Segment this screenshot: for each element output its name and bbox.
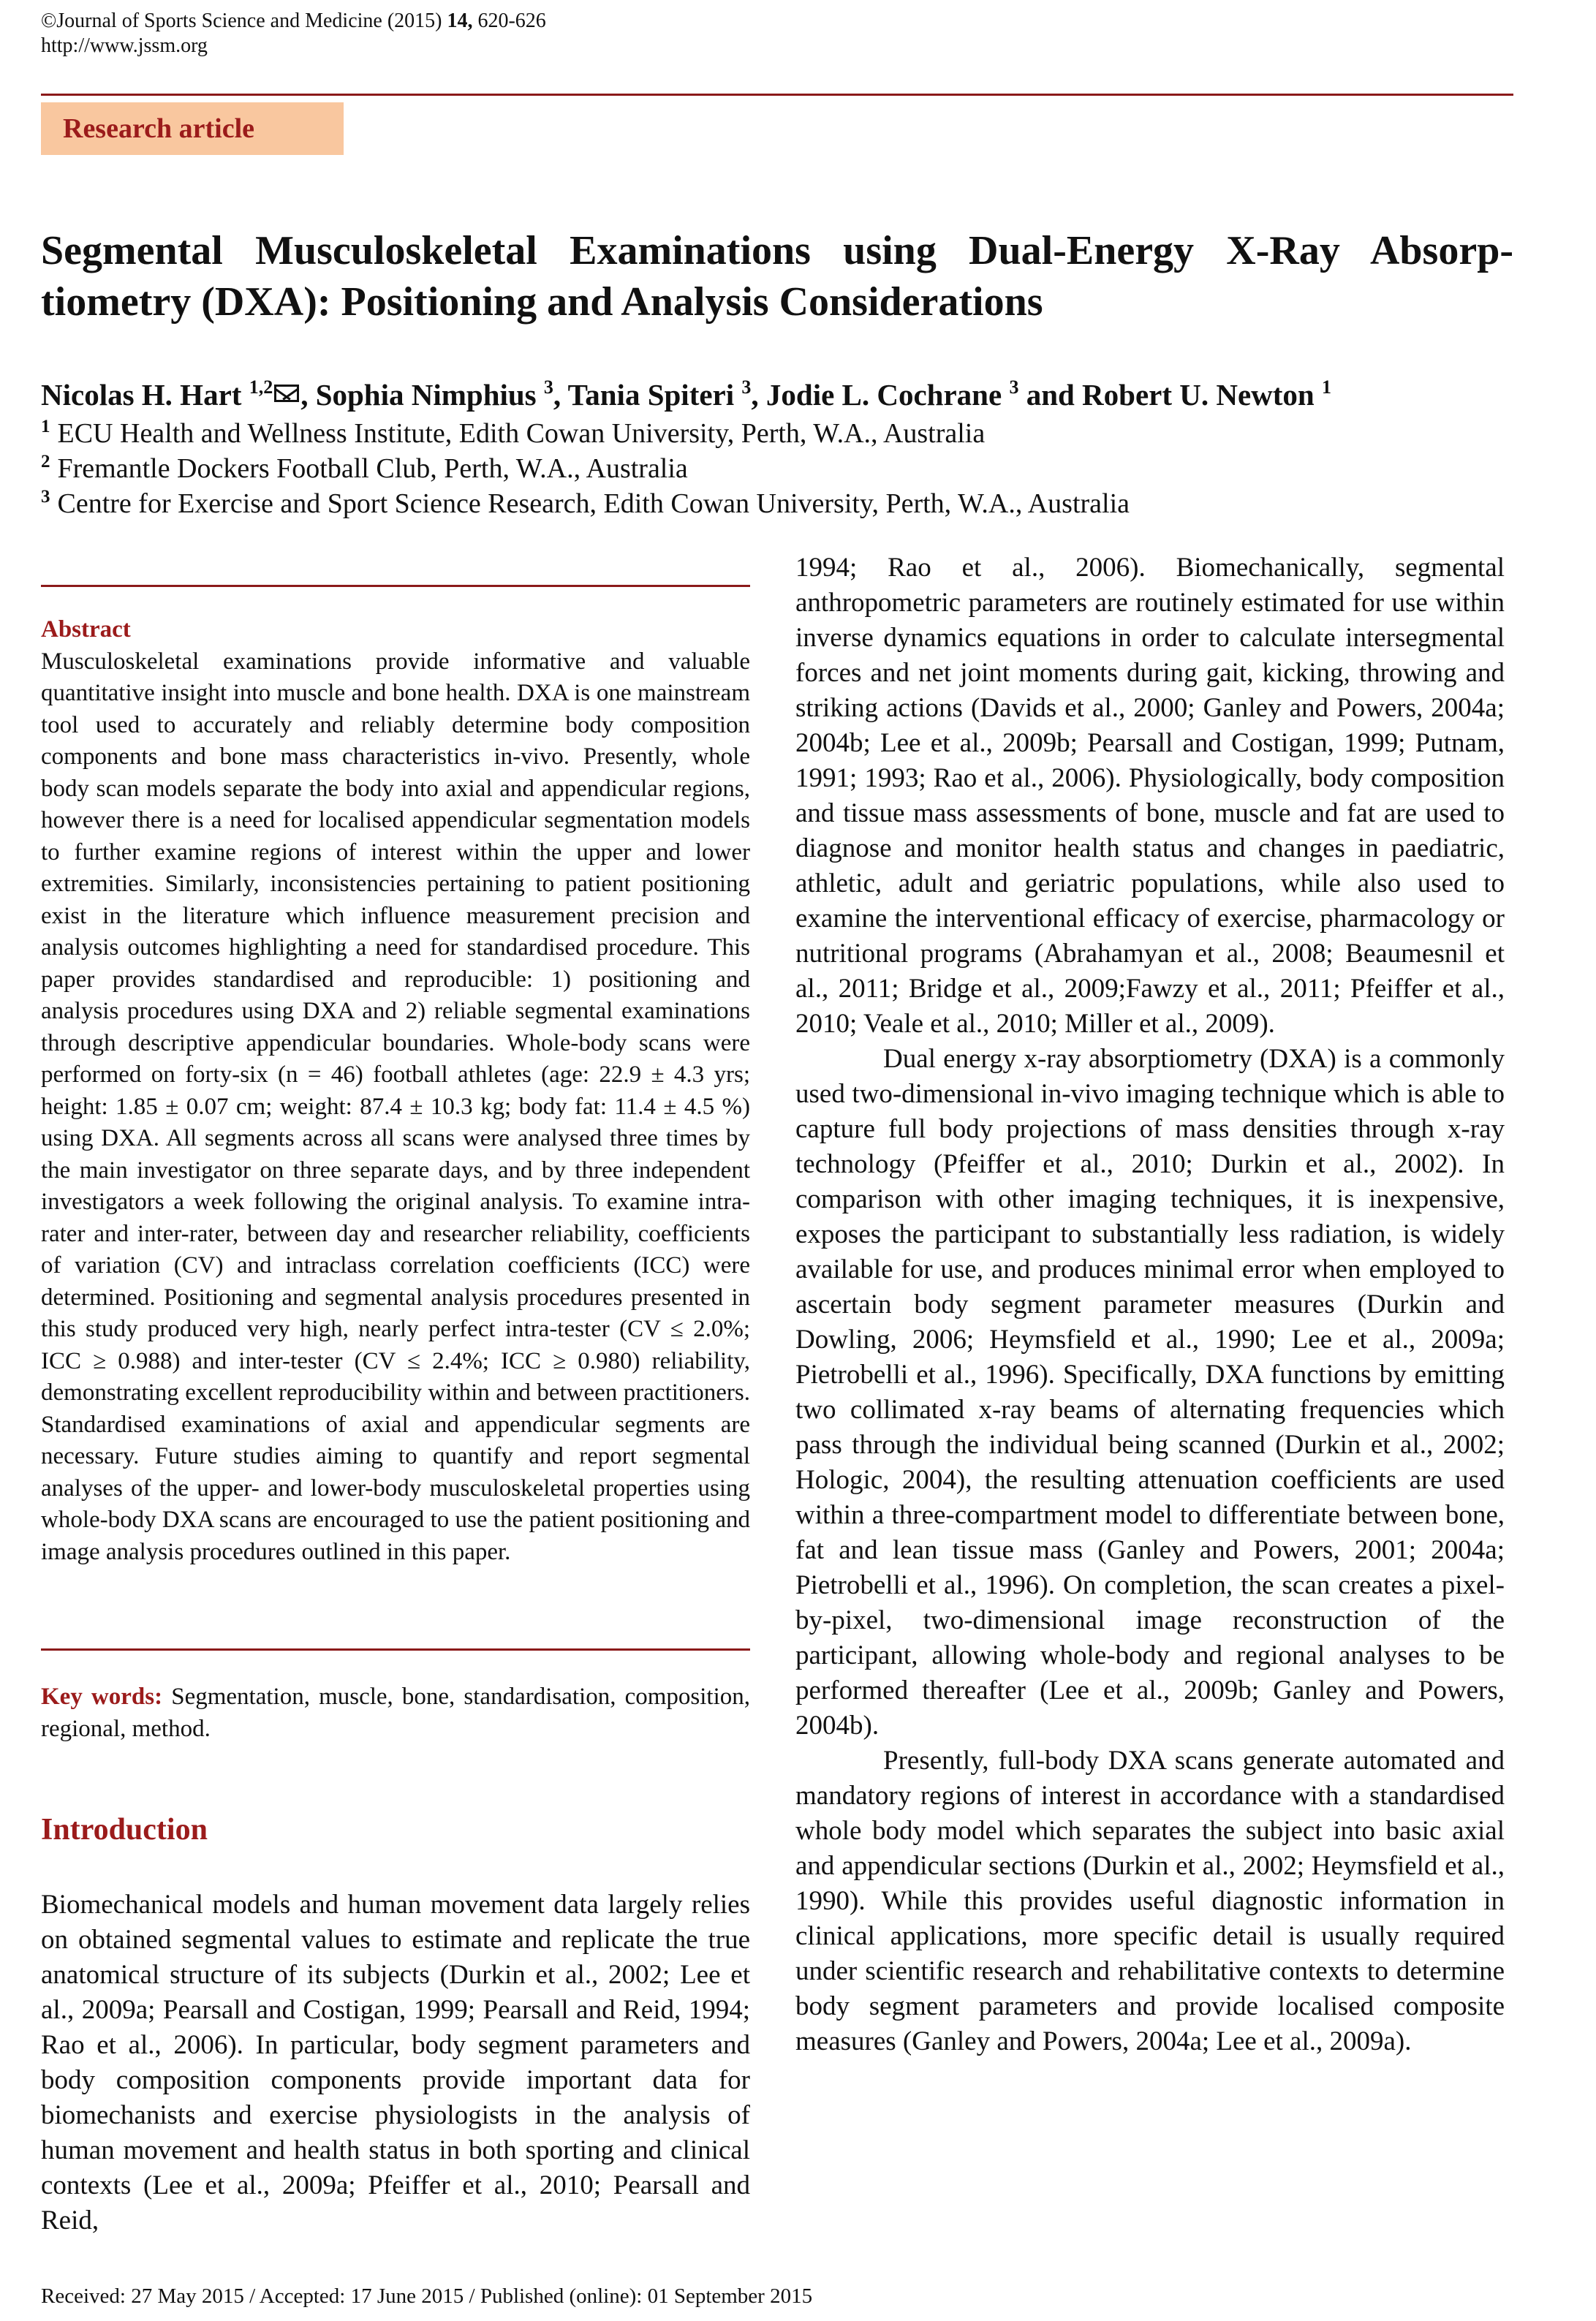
journal-volume: 14,	[447, 10, 473, 32]
paragraph: Dual energy x-ray absorptiometry (DXA) is a commonly used two-dimensional in-vivo imaging technique which is able to capture full body projections of mass densities through x-ray technology (Pfeiffer et al., 2010; Durkin et al., 2002). In comparison with other imaging techniques, it is inexpensive, exposes the participant to substantially less radiation, is widely available for use, and produces minimal error when employed to ascertain body segment parameter measures (Durkin and Dowling, 2006; Heymsfield et al., 1990; Lee et al., 2009a; Pietrobelli et al., 1996). Specifically, DXA functions by emitting two collimated x-ray beams of alternating frequencies which pass through the individual being scanned (Durkin et al., 2002; Hologic, 2004), the resulting attenuation coefficients are used within a three-compartment model to differentiate between bone, fat and lean tissue mass (Ganley and Powers, 2001; 2004a; Pietrobelli et al., 1996). On completion, the scan creates a pixel-by-pixel, two-dimensional image reconstruction of the participant, allowing whole-body and regional analyses to be performed thereafter (Lee et al., 2009b; Ganley and Powers, 2004b).	[795, 1044, 1505, 1741]
keywords-label: Key words:	[41, 1684, 163, 1710]
affiliation-text: Centre for Exercise and Sport Science Research, Edith Cowan University, Perth, W.A., Australia	[57, 488, 1130, 519]
introduction-heading: Introduction	[41, 1813, 208, 1847]
paragraph: 1994; Rao et al., 2006). Biomechanically, segmental anthropometric parameters are routinely estimated for use within inverse dynamics equations in order to calculate intersegmental forces and net joint moments during gait, kicking, throwing and striking actions (Davids et al., 2000; Ganley and Powers, 2004a; 2004b; Lee et al., 2009b; Pearsall and Costigan, 1999; Putnam, 1991; 1993; Rao et al., 2006). Physiologically, body composition and tissue mass assessments of bone, muscle and fat are used to diagnose and monitor health status and changes in paediatric, athletic, adult and geriatric populations, while also used to examine the interventional efficacy of exercise, pharmacology or nutritional programs (Abrahamyan et al., 2008; Beaumesnil et al., 2011; Bridge et al., 2009;Fawzy et al., 2011; Pfeiffer et al., 2010; Veale et al., 2010; Miller et al., 2009).	[795, 553, 1505, 1039]
keywords	[41, 1681, 750, 1745]
article-title: Segmental Musculoskeletal Examinations using Dual-Energy X-Ray Absorp-tiometry (DXA): Positioning and Analysis Considerations	[41, 228, 1513, 325]
paragraph: Presently, full-body DXA scans generate automated and mandatory regions of interest in accordance with a standardised whole body model which separates the subject into basic axial and appendicular sections (Durkin et al., 2002; Heymsfield et al., 1990). While this provides useful diagnostic information in clinical applications, more specific detail is usually required under scientific research and rehabilitative contexts to determine body segment parameters and provide localised composite measures (Ganley and Powers, 2004a; Lee et al., 2009a).	[795, 1746, 1505, 2056]
affiliation-number: 2	[41, 452, 50, 472]
affiliation-number: 3	[41, 487, 50, 507]
author-affil-ref: 3	[543, 376, 553, 398]
journal-citation	[41, 9, 546, 34]
abstract-top-rule	[41, 585, 750, 587]
email-icon[interactable]	[274, 385, 299, 402]
journal-url[interactable]: http://www.jssm.org	[41, 34, 208, 57]
author-affil-ref: 3	[741, 376, 752, 398]
author-name: , Jodie L. Cochrane	[751, 378, 1010, 412]
right-column-body	[795, 550, 1505, 2059]
author-name: , Sophia Nimphius	[300, 378, 544, 412]
affiliation-number: 1	[41, 417, 50, 436]
abstract-text: Musculoskeletal examinations provide informative and valuable quantitative insight into muscle and bone health. DXA is one mainstream tool used to accurately and reliably determine body composition components and bone mass characteristics in-vivo. Presently, whole body scan models separate the body into axial and appendicular regions, however there is a need for localised appendicular segmentation models to further examine regions of interest within the upper and lower extremities. Similarly, inconsistencies pertaining to patient positioning exist in the literature which influence measurement precision and analysis outcomes highlighting a need for standardised procedure. This paper provides standardised and reproducible: 1) positioning and analysis procedures using DXA and 2) reliable segmental examinations through descriptive appendicular boundaries. Whole-body scans were performed on forty-six (n = 46) football athletes (age: 22.9 ± 4.3 yrs; height: 1.85 ± 0.07 cm; weight: 87.4 ± 10.3 kg; body fat: 11.4 ± 4.5 %) using DXA. All segments across all scans were analysed three times by the main investigator on three separate days, and by three independent investigators a week following the original analysis. To examine intra-rater and inter-rater, between day and researcher reliability, coefficients of variation (CV) and intraclass correlation coefficients (ICC) were determined. Positioning and segmental analysis procedures presented in this study produced very high, nearly perfect intra-tester (CV ≤ 2.0%; ICC ≥ 0.988) and inter-tester (CV ≤ 2.4%; ICC ≥ 0.980) reliability, demonstrating excellent reproducibility within and between practitioners. Standardised examinations of axial and appendicular segments are necessary. Future studies aiming to quantify and report segmental analyses of the upper- and lower-body musculoskeletal properties using whole-body DXA scans are encouraged to use the patient positioning and image analysis procedures outlined in this paper.	[41, 648, 750, 1565]
article-type-badge: Research article	[41, 102, 344, 155]
journal-name: ©Journal of Sports Science and Medicine (2015)	[41, 10, 447, 32]
affiliation-2	[41, 452, 1532, 485]
author-name: , Tania Spiteri	[553, 378, 742, 412]
abstract-heading: Abstract	[41, 616, 131, 643]
publication-dates: Received: 27 May 2015 / Accepted: 17 June 2015 / Published (online): 01 September 2015	[41, 2284, 813, 2308]
journal-header	[41, 9, 546, 58]
author-name: and Robert U. Newton	[1018, 378, 1322, 412]
abstract-bottom-rule	[41, 1648, 750, 1651]
author-list	[41, 376, 1532, 413]
header-rule	[41, 94, 1513, 96]
keywords-text: Segmentation, muscle, bone, standardisation, composition, regional, method.	[41, 1684, 750, 1742]
author-affil-ref: 1,2	[249, 376, 273, 398]
author-affil-ref: 3	[1009, 376, 1019, 398]
author-name: Nicolas H. Hart	[41, 378, 249, 412]
journal-pages: 620-626	[472, 10, 546, 32]
paragraph: Biomechanical models and human movement data largely relies on obtained segmental values to estimate and replicate the true anatomical structure of its subjects (Durkin et al., 2002; Lee et al., 2009a; Pearsall and Costigan, 1999; Pearsall and Reid, 1994; Rao et al., 2006). In particular, body segment parameters and body composition components provide important data for biomechanists and exercise physiologists in the analysis of human movement and health status in both sporting and clinical contexts (Lee et al., 2009a; Pfeiffer et al., 2010; Pearsall and Reid,	[41, 1890, 750, 2235]
affiliation-text: ECU Health and Wellness Institute, Edith Cowan University, Perth, W.A., Australia	[57, 418, 986, 449]
abstract-section	[41, 614, 750, 1568]
affiliation-text: Fremantle Dockers Football Club, Perth, W.A., Australia	[57, 453, 688, 484]
author-affil-ref: 1	[1321, 376, 1331, 398]
affiliation-3	[41, 487, 1532, 520]
affiliation-1	[41, 417, 1532, 450]
left-column-body	[41, 1888, 750, 2238]
